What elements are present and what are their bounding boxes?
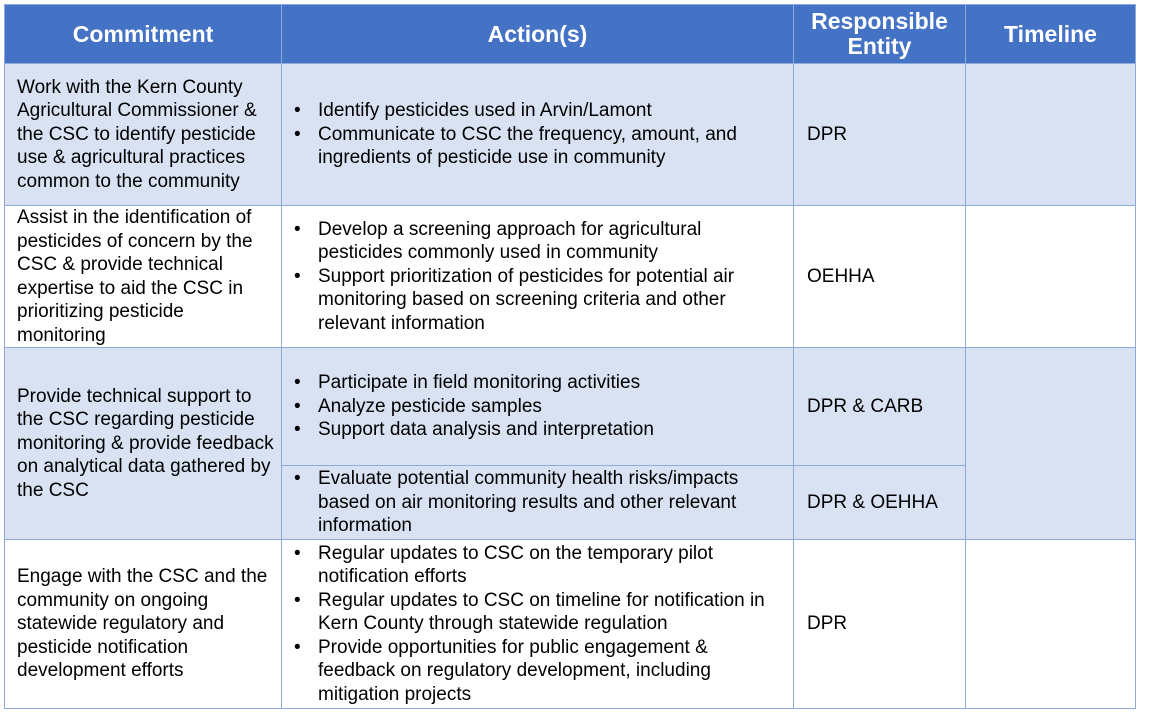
responsible-cell: DPR & CARB: [794, 348, 966, 466]
header-row: [5, 5, 1136, 64]
action-item: • Develop a screening approach for agricultural pesticides commonly used in community: [294, 218, 787, 265]
timeline-cell: [966, 206, 1136, 348]
responsible-cell: DPR: [794, 540, 966, 709]
action-item: • Support data analysis and interpretation: [294, 418, 787, 442]
action-item: • Support prioritization of pesticides for potential air monitoring based on screening criteria and other relevant information: [294, 265, 787, 336]
header-commitment: Commitment: [5, 5, 282, 64]
header-timeline: Timeline: [966, 5, 1136, 64]
action-item: • Identify pesticides used in Arvin/Lamont: [294, 99, 787, 123]
responsible-cell: DPR & OEHHA: [794, 466, 966, 540]
responsible-cell: OEHHA: [794, 206, 966, 348]
action-item: • Analyze pesticide samples: [294, 395, 787, 419]
commitment-cell: Provide technical support to the CSC regarding pesticide monitoring & provide feedback on analytical data gathered by the CSC: [5, 348, 282, 540]
header-actions: Action(s): [282, 5, 794, 64]
actions-cell: [282, 348, 794, 466]
action-list: [294, 99, 787, 170]
table-row: [5, 348, 1136, 466]
responsible-cell: DPR: [794, 64, 966, 206]
action-list: [294, 218, 787, 336]
action-list: [294, 371, 787, 442]
actions-cell: [282, 540, 794, 709]
table-row: [5, 540, 1136, 709]
timeline-cell: [966, 348, 1136, 540]
action-item: • Participate in field monitoring activities: [294, 371, 787, 395]
commitment-cell: Assist in the identification of pesticides of concern by the CSC & provide technical expertise to aid the CSC in prioritizing pesticide monitoring: [5, 206, 282, 348]
table-row: [5, 206, 1136, 348]
timeline-cell: [966, 64, 1136, 206]
timeline-cell: [966, 540, 1136, 709]
action-item: • Evaluate potential community health risks/impacts based on air monitoring results and other relevant information: [294, 467, 787, 538]
commitment-cell: Engage with the CSC and the community on ongoing statewide regulatory and pesticide notification development efforts: [5, 540, 282, 709]
table-row: [5, 64, 1136, 206]
action-item: • Communicate to CSC the frequency, amount, and ingredients of pesticide use in community: [294, 123, 787, 170]
actions-cell: [282, 64, 794, 206]
header-responsible-entity: Responsible Entity: [794, 5, 966, 64]
commitment-cell: Work with the Kern County Agricultural Commissioner & the CSC to identify pesticide use & agricultural practices common to the community: [5, 64, 282, 206]
actions-cell: [282, 466, 794, 540]
action-item: • Regular updates to CSC on timeline for notification in Kern County through statewide regulation: [294, 589, 787, 636]
action-item: • Provide opportunities for public engagement & feedback on regulatory development, including mitigation projects: [294, 636, 787, 707]
action-list: [294, 542, 787, 707]
action-item: • Regular updates to CSC on the temporary pilot notification efforts: [294, 542, 787, 589]
commitments-table: [4, 4, 1136, 709]
actions-cell: [282, 206, 794, 348]
action-list: [294, 467, 787, 538]
